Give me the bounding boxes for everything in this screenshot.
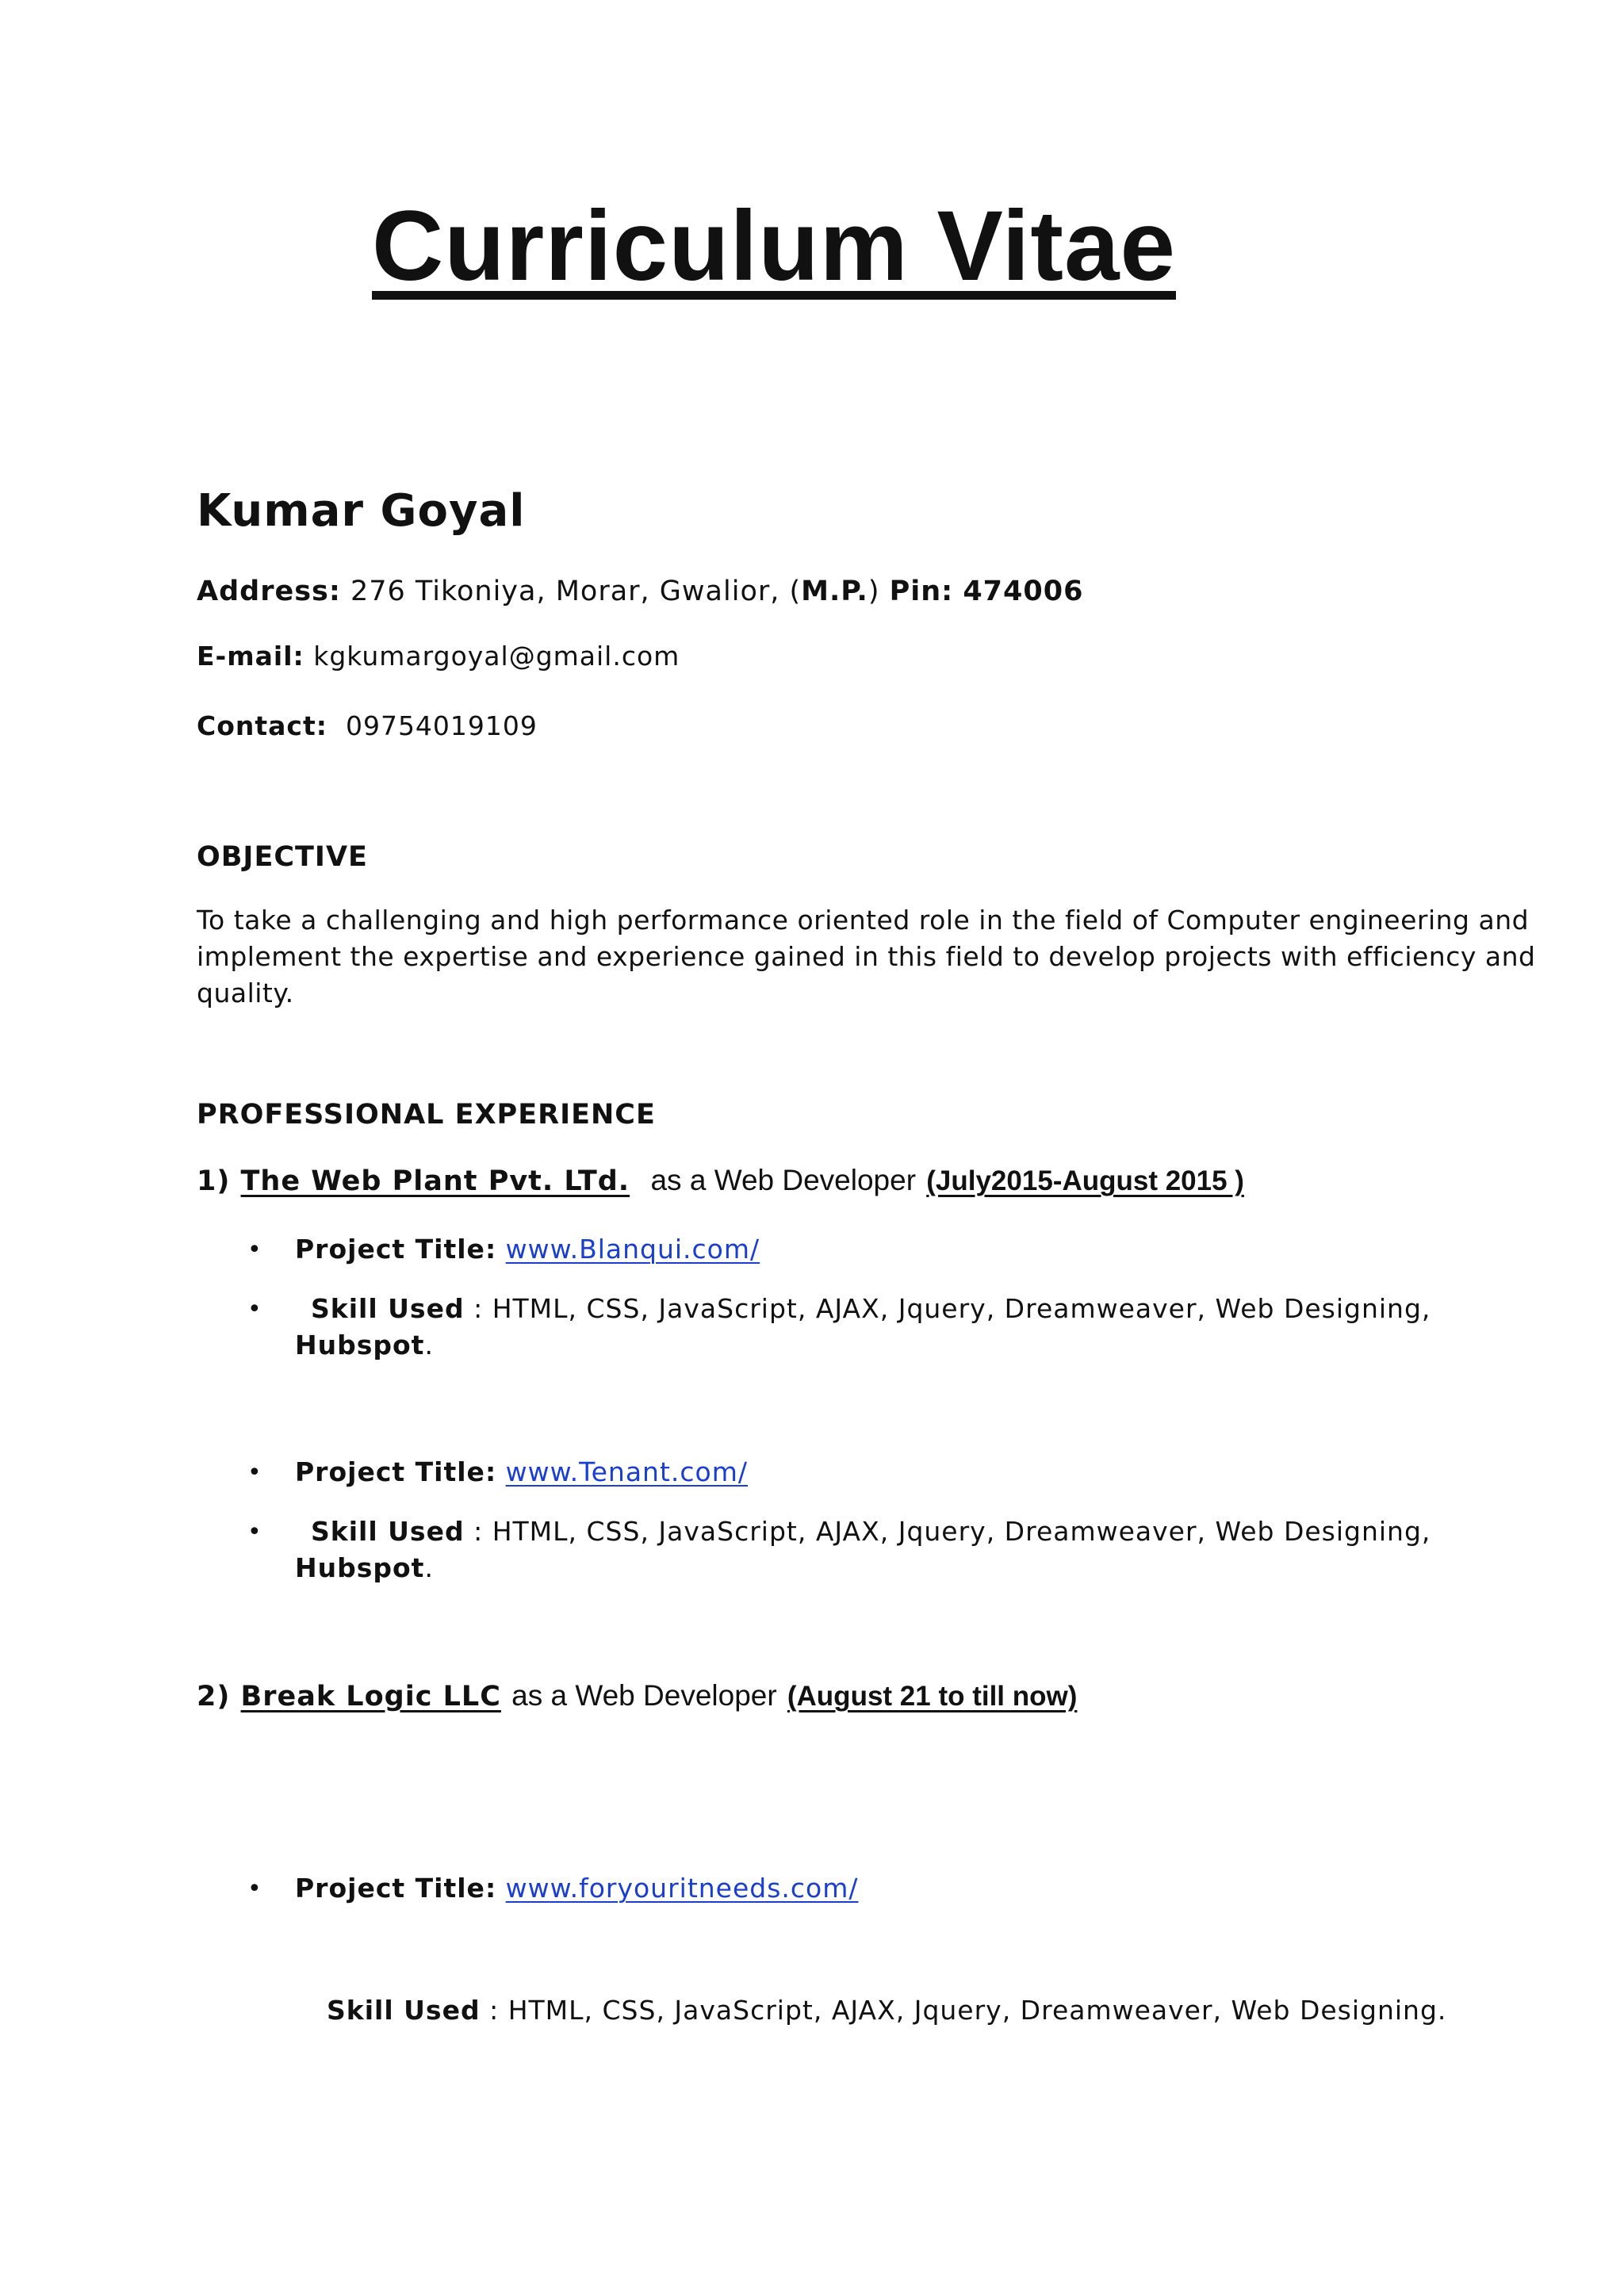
bullet-icon: • bbox=[247, 1459, 262, 1487]
address-line bbox=[197, 576, 1083, 607]
candidate-name: Kumar Goyal bbox=[197, 485, 526, 537]
pin-value: 474006 bbox=[963, 576, 1084, 607]
job-company: The Web Plant Pvt. LTd. bbox=[240, 1165, 630, 1197]
project-link[interactable]: www.Blanqui.com/ bbox=[505, 1234, 760, 1265]
project-title-label: Project Title: bbox=[295, 1873, 497, 1904]
skill-list: : HTML, CSS, JavaScript, AJAX, Jquery, Dreamweaver, Web Designing, bbox=[473, 1293, 1431, 1324]
address-label: Address: bbox=[197, 576, 341, 607]
document-title-wrap bbox=[0, 191, 1624, 301]
skill-label: Skill Used bbox=[311, 1516, 465, 1547]
skills-continuation bbox=[295, 1552, 434, 1583]
job-1-header bbox=[197, 1164, 1244, 1197]
skill-list: : HTML, CSS, JavaScript, AJAX, Jquery, Dreamweaver, Web Designing, bbox=[473, 1516, 1431, 1547]
bullet-icon: • bbox=[247, 1295, 262, 1323]
project-link[interactable]: www.foryouritneeds.com/ bbox=[505, 1873, 859, 1904]
bullet-icon: • bbox=[247, 1875, 262, 1903]
job-2-header bbox=[197, 1679, 1077, 1712]
contact-value: 09754019109 bbox=[345, 710, 538, 741]
job-role: as a Web Developer bbox=[511, 1679, 777, 1712]
skill-label: Skill Used bbox=[311, 1293, 465, 1324]
skills-line bbox=[327, 1995, 1446, 2026]
objective-line: quality. bbox=[197, 978, 294, 1008]
job-role: as a Web Developer bbox=[650, 1164, 917, 1196]
contact-line bbox=[197, 710, 538, 741]
objective-line: implement the expertise and experience gained in this field to develop projects with efficiency and bbox=[197, 941, 1536, 972]
objective-heading: OBJECTIVE bbox=[197, 841, 368, 873]
job-number: 2) bbox=[197, 1681, 231, 1712]
job-company: Break Logic LLC bbox=[240, 1681, 501, 1712]
skills-line bbox=[311, 1293, 1431, 1324]
bullet-icon: • bbox=[247, 1518, 262, 1546]
project-title-line bbox=[295, 1456, 748, 1487]
job-dates: (July2015-August 2015 ) bbox=[926, 1165, 1244, 1196]
bullet-icon: • bbox=[247, 1236, 262, 1264]
pin-label: Pin: bbox=[889, 576, 954, 607]
skill-extra: Hubspot bbox=[295, 1330, 425, 1360]
job-dates: (August 21 to till now) bbox=[787, 1681, 1078, 1712]
project-title-line bbox=[295, 1873, 859, 1904]
email-line bbox=[197, 641, 680, 672]
project-link[interactable]: www.Tenant.com/ bbox=[505, 1456, 749, 1487]
skills-continuation bbox=[295, 1330, 434, 1360]
skill-end: . bbox=[424, 1330, 434, 1360]
project-title-label: Project Title: bbox=[295, 1234, 497, 1265]
skill-list: : HTML, CSS, JavaScript, AJAX, Jquery, Dreamweaver, Web Designing. bbox=[489, 1995, 1447, 2026]
email-value: kgkumargoyal@gmail.com bbox=[313, 641, 680, 672]
contact-label: Contact: bbox=[197, 710, 327, 741]
project-title-label: Project Title: bbox=[295, 1456, 497, 1487]
skill-label: Skill Used bbox=[327, 1995, 481, 2026]
experience-heading: PROFESSIONAL EXPERIENCE bbox=[197, 1099, 656, 1131]
email-label: E-mail: bbox=[197, 641, 304, 672]
objective-paragraph bbox=[197, 902, 1536, 1012]
objective-line: To take a challenging and high performance oriented role in the field of Computer engineering and bbox=[197, 905, 1530, 936]
address-state: M.P. bbox=[801, 576, 868, 607]
skill-extra: Hubspot bbox=[295, 1552, 425, 1583]
job-number: 1) bbox=[197, 1165, 231, 1197]
skill-end: . bbox=[424, 1552, 434, 1583]
address-close: ) bbox=[868, 576, 880, 607]
document-title: Curriculum Vitae bbox=[372, 191, 1176, 301]
address-value: 276 Tikoniya, Morar, Gwalior, ( bbox=[350, 576, 802, 607]
project-title-line bbox=[295, 1234, 760, 1265]
skills-line bbox=[311, 1516, 1431, 1547]
